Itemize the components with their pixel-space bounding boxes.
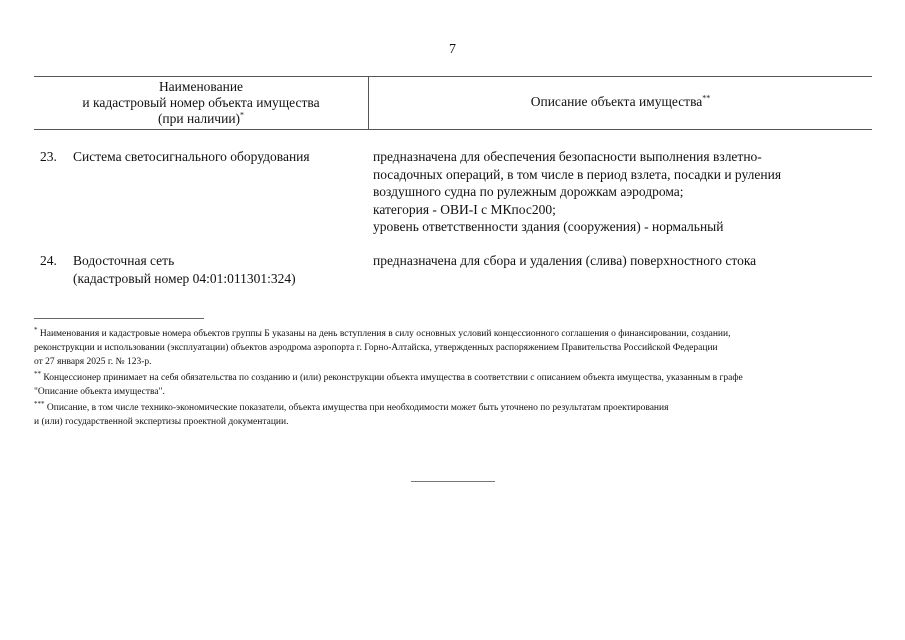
row-description-line: уровень ответственности здания (сооружения) - нормальный xyxy=(373,219,724,234)
footnote-separator xyxy=(34,318,204,319)
footnote-line: Концессионер принимает на себя обязательства по созданию и (или) реконструкции объекта имущества в соответствии с описанием объекта имущества, указанным в графе xyxy=(43,373,743,383)
footnotes xyxy=(34,327,872,431)
footnote-mark: ** xyxy=(34,369,41,378)
footnote-mark: * xyxy=(34,325,38,334)
footnote-line-wrap xyxy=(34,327,872,341)
footnote-line: Описание, в том числе технико-экономические показатели, объекта имущества при необходимости может быть уточнено по результатам проектирования xyxy=(46,403,669,413)
table-top-rule xyxy=(34,76,872,77)
row-name xyxy=(73,148,373,166)
row-name xyxy=(73,252,373,287)
row-description-line: предназначена для сбора и удаления (слива) поверхностного стока xyxy=(373,253,757,268)
end-rule xyxy=(411,481,495,482)
table-header-description xyxy=(369,94,872,110)
row-description-line: воздушного судна по рулежным дорожкам аэродрома; xyxy=(373,184,684,199)
table-header-rule xyxy=(34,129,872,130)
page-number: 7 xyxy=(449,42,456,57)
row-description xyxy=(373,148,833,236)
footnote-line-wrap xyxy=(34,371,872,385)
footnote xyxy=(34,401,872,429)
row-name-line: (кадастровый номер 04:01:011301:324) xyxy=(73,270,296,286)
row-description-line: категория - ОВИ-I с МКпос200; xyxy=(373,201,556,217)
header-left-line-3-wrap xyxy=(34,111,368,127)
row-number: 24. xyxy=(40,253,57,268)
header-left-line-1: Наименование xyxy=(158,79,244,94)
footnote-line-wrap xyxy=(34,401,872,415)
footnote-line: от 27 января 2025 г. № 123-р. xyxy=(34,357,152,367)
row-description-line: предназначена для обеспечения безопасности выполнения взлетно- xyxy=(373,149,762,164)
row-description xyxy=(373,252,833,270)
table-header-name xyxy=(34,79,368,127)
footnote-line: Наименования и кадастровые номера объектов группы Б указаны на день вступления в силу основных условий концессионного соглашения о финансировании, создании, xyxy=(39,329,731,339)
footnote-line: реконструкции и использовании (эксплуатации) объектов аэродрома аэропорта г. Горно-Алтайска, утвержденных распоряжением Правительства Российской Федерации xyxy=(34,343,718,353)
header-right-text: Описание объекта имущества xyxy=(530,94,703,109)
footnote xyxy=(34,327,872,369)
header-left-line-2: и кадастровый номер объекта имущества xyxy=(82,95,320,110)
row-name-line: Система светосигнального оборудования xyxy=(73,149,310,164)
row-name-line: Водосточная сеть xyxy=(73,253,175,268)
row-number: 23. xyxy=(40,149,57,164)
footnote-line: и (или) государственной экспертизы проектной документации. xyxy=(34,417,289,427)
header-left-line-3: (при наличии) xyxy=(157,111,241,126)
row-description-line: посадочных операций, в том числе в период взлета, посадки и руления xyxy=(373,166,782,182)
header-left-footnote-mark: * xyxy=(240,110,245,120)
footnote-mark: *** xyxy=(34,399,45,408)
header-right-footnote-mark: ** xyxy=(702,93,711,103)
footnote xyxy=(34,371,872,399)
footnote-line: "Описание объекта имущества". xyxy=(34,387,165,397)
